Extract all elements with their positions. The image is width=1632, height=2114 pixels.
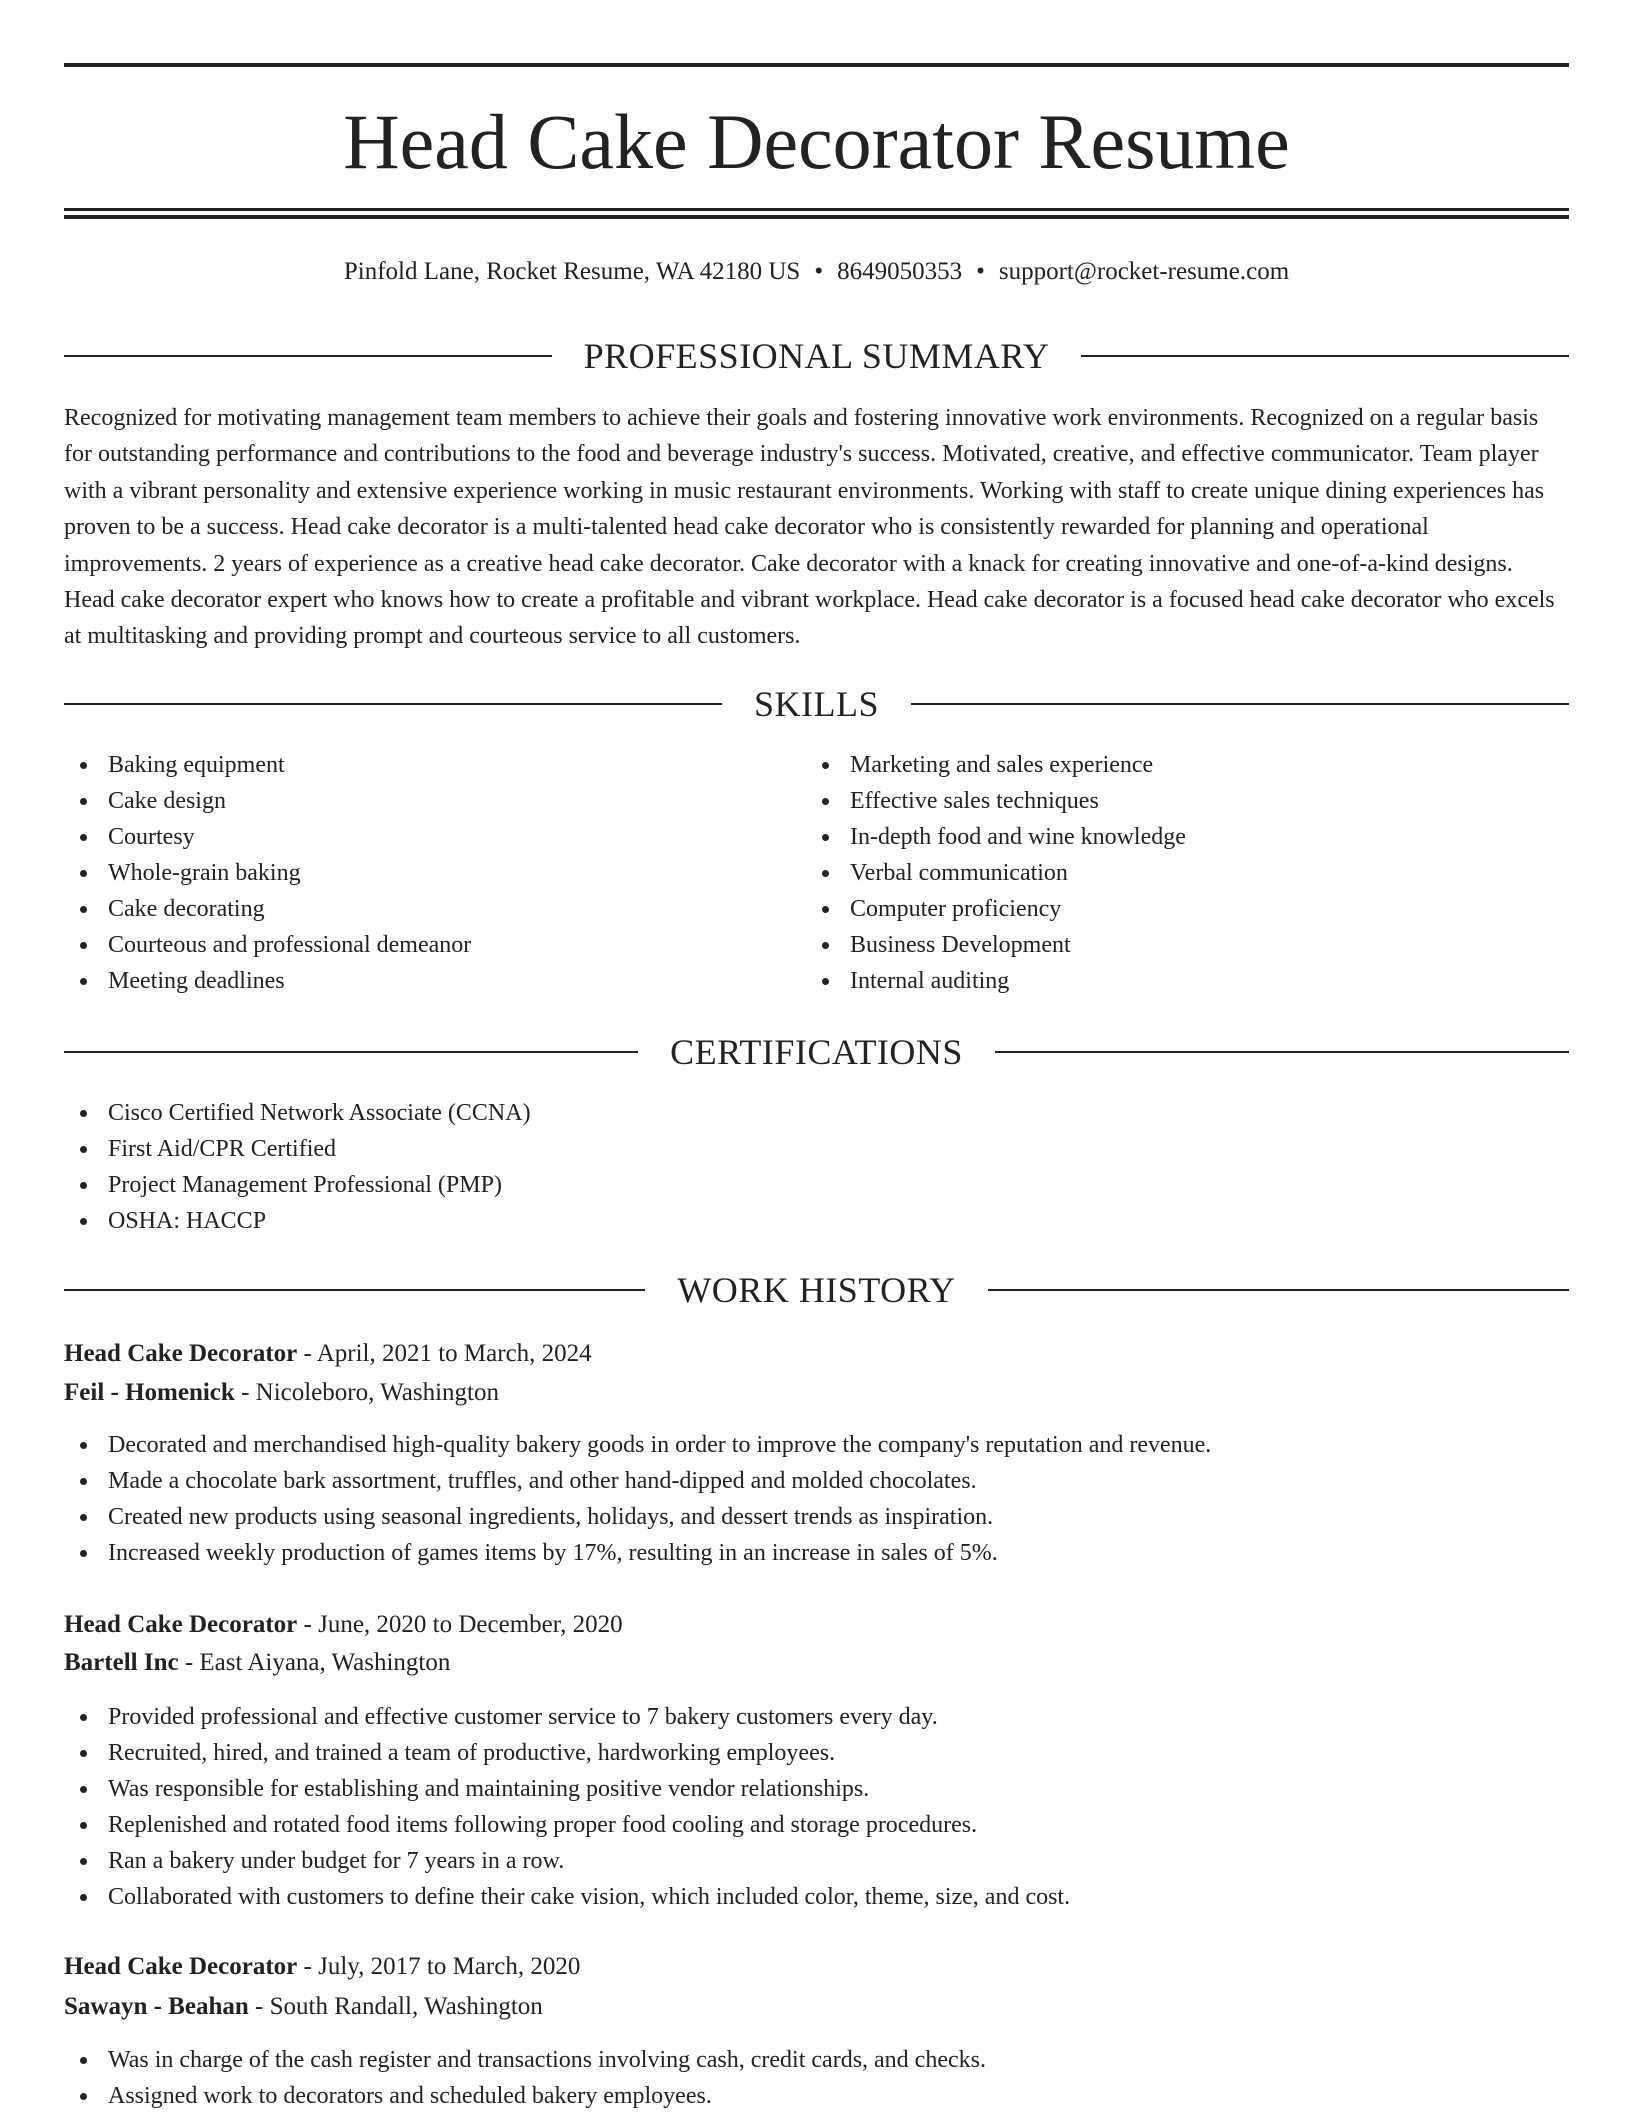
job-title-line — [64, 1334, 1569, 1374]
job-bullet: Recruited, hired, and trained a team of productive, hardworking employees. — [64, 1735, 1070, 1771]
job-bullets — [64, 2042, 986, 2114]
skill-item: Whole-grain baking — [64, 855, 471, 891]
title-rule-lower — [64, 215, 1569, 219]
section-rule — [995, 1051, 1569, 1053]
contact-email: support@rocket-resume.com — [998, 258, 1290, 285]
job-bullet: Increased weekly production of games items by 17%, resulting in an increase in sales of 5%. — [64, 1535, 1211, 1571]
contact-separator: • — [814, 258, 824, 285]
certifications-list — [64, 1095, 531, 1239]
contact-line — [64, 252, 1569, 292]
skill-item: Business Development — [806, 927, 1186, 963]
section-title: SKILLS — [754, 684, 880, 724]
job-location: - East Aiyana, Washington — [178, 1649, 451, 1676]
skills-list-left — [64, 747, 471, 999]
job-bullet: Ran a bakery under budget for 7 years in a row. — [64, 1843, 1070, 1879]
job-role: Head Cake Decorator — [64, 1340, 298, 1367]
job-company-line — [64, 1373, 1569, 1413]
job-bullet: Assigned work to decorators and scheduled bakery employees. — [64, 2078, 986, 2114]
job-bullet: Made a chocolate bark assortment, truffles, and other hand-dipped and molded chocolates. — [64, 1463, 1211, 1499]
section-rule — [64, 1051, 638, 1053]
skill-item: Computer proficiency — [806, 891, 1186, 927]
contact-address: Pinfold Lane, Rocket Resume, WA 42180 US — [343, 258, 801, 285]
job-dates: - April, 2021 to March, 2024 — [297, 1340, 592, 1367]
certification-item: Cisco Certified Network Associate (CCNA) — [64, 1095, 531, 1131]
job-location: - South Randall, Washington — [248, 1993, 543, 2020]
job-company-line — [64, 1643, 1569, 1683]
job-bullet: Was in charge of the cash register and transactions involving cash, credit cards, and checks. — [64, 2042, 986, 2078]
job-bullet: Provided professional and effective customer service to 7 bakery customers every day. — [64, 1699, 1070, 1735]
section-rule — [64, 1289, 645, 1291]
job-bullets — [64, 1427, 1211, 1571]
page-title: Head Cake Decorator Resume — [343, 98, 1290, 185]
job-bullet: Was responsible for establishing and maintaining positive vendor relationships. — [64, 1771, 1070, 1807]
section-rule — [1081, 355, 1569, 357]
job-bullet: Created new products using seasonal ingredients, holidays, and dessert trends as inspiration. — [64, 1499, 1211, 1535]
section-title: CERTIFICATIONS — [670, 1032, 963, 1072]
section-rule — [911, 703, 1569, 705]
top-rule — [64, 63, 1569, 67]
certification-item: First Aid/CPR Certified — [64, 1131, 531, 1167]
skill-item: Meeting deadlines — [64, 963, 471, 999]
skill-item: Courteous and professional demeanor — [64, 927, 471, 963]
section-header-work-history — [64, 1268, 1569, 1312]
contact-separator: • — [976, 258, 985, 285]
skill-item: Verbal communication — [806, 855, 1186, 891]
skill-item: Cake decorating — [64, 891, 471, 927]
summary-paragraph: Recognized for motivating management team members to achieve their goals and fostering innovative work environments. Recognized on a regular basis for outstanding performance and contributions to the food and beverage industry's success. Motivated, creative, and effective communicator. Team player with a vibrant personality and extensive experience working in music restaurant environments. Working with staff to create unique dining experiences has proven to be a success. Head cake decorator is a multi-talented head cake decorator who is consistently rewarded for planning and operational improvements. 2 years of experience as a creative head cake decorator. Cake decorator with a knack for creating innovative and one-of-a-kind designs. Head cake decorator expert who knows how to create a profitable and vibrant workplace. Head cake decorator is a focused head cake decorator who excels at multitasking and providing prompt and courteous service to all customers. — [64, 405, 1555, 650]
skill-item: Cake design — [64, 783, 471, 819]
section-rule — [988, 1289, 1569, 1291]
certification-item: OSHA: HACCP — [64, 1203, 531, 1239]
skill-item: Courtesy — [64, 819, 471, 855]
job-title-line — [64, 1947, 1569, 1987]
section-title: WORK HISTORY — [677, 1270, 956, 1310]
section-header-summary — [64, 334, 1569, 378]
section-rule — [64, 703, 722, 705]
job-dates: - June, 2020 to December, 2020 — [297, 1611, 623, 1638]
skill-item: Baking equipment — [64, 747, 471, 783]
job-bullet: Replenished and rotated food items following proper food cooling and storage procedures. — [64, 1807, 1070, 1843]
job-bullet: Decorated and merchandised high-quality bakery goods in order to improve the company's reputation and revenue. — [64, 1427, 1211, 1463]
job-bullet: Collaborated with customers to define their cake vision, which included color, theme, size, and cost. — [64, 1879, 1070, 1915]
job-company: Bartell Inc — [64, 1649, 179, 1676]
job-role: Head Cake Decorator — [64, 1611, 298, 1638]
section-title: PROFESSIONAL SUMMARY — [583, 336, 1050, 376]
section-header-certifications — [64, 1030, 1569, 1074]
job-location: - Nicoleboro, Washington — [234, 1379, 499, 1406]
job-company: Sawayn - Beahan — [64, 1993, 249, 2020]
skill-item: In-depth food and wine knowledge — [806, 819, 1186, 855]
section-header-skills — [64, 682, 1569, 726]
skills-list-right — [806, 747, 1186, 999]
skill-item: Marketing and sales experience — [806, 747, 1186, 783]
job-company: Feil - Homenick — [64, 1379, 235, 1406]
job-title-line — [64, 1605, 1569, 1645]
certification-item: Project Management Professional (PMP) — [64, 1167, 531, 1203]
title-rule-upper — [64, 208, 1569, 211]
job-dates: - July, 2017 to March, 2020 — [297, 1953, 581, 1980]
job-company-line — [64, 1987, 1569, 2027]
skill-item: Internal auditing — [806, 963, 1186, 999]
skill-item: Effective sales techniques — [806, 783, 1186, 819]
job-bullets — [64, 1699, 1070, 1915]
job-role: Head Cake Decorator — [64, 1953, 298, 1980]
section-rule — [64, 355, 552, 357]
contact-phone: 8649050353 — [837, 258, 963, 285]
